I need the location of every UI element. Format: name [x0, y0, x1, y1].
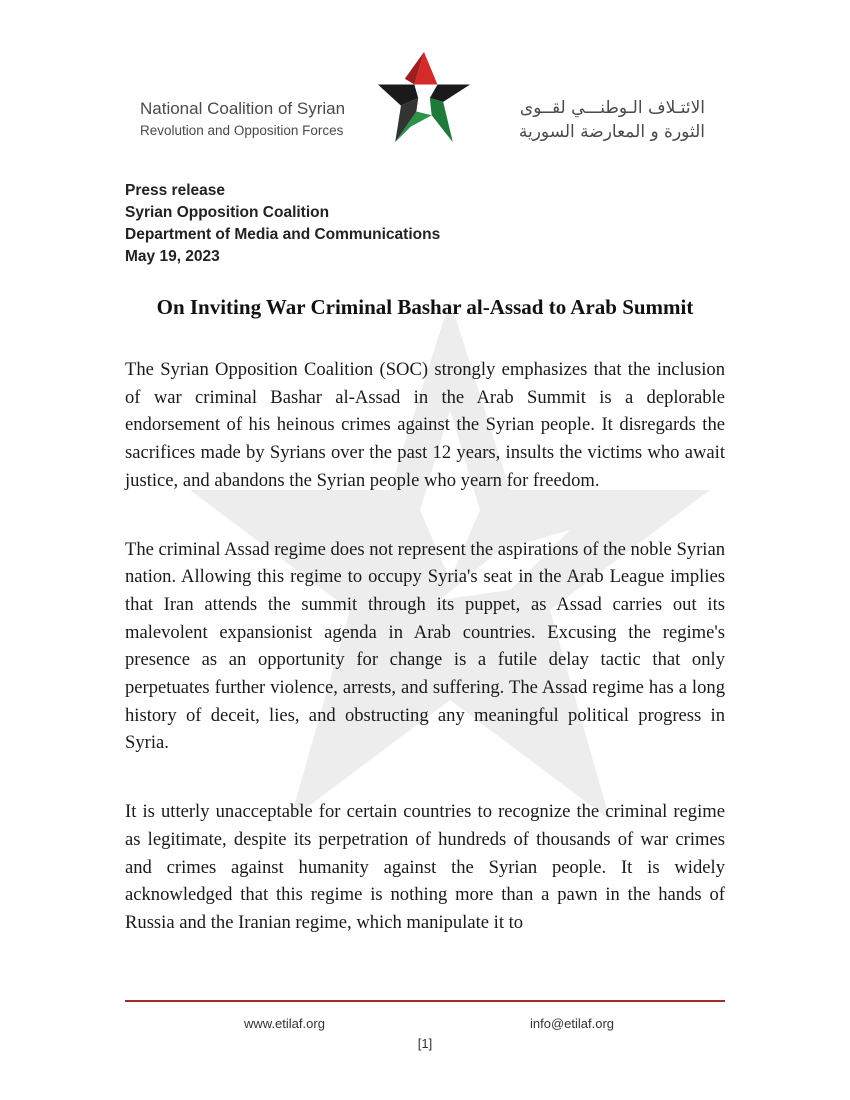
org-name-arabic	[519, 96, 705, 144]
document-title: On Inviting War Criminal Bashar al-Assad to Arab Summit	[156, 295, 694, 319]
letterhead	[0, 50, 850, 150]
release-type: Press release	[125, 182, 225, 199]
paragraph-3: It is utterly unacceptable for certain countries to recognize the criminal regime as legitimate, despite its perpetration of hundreds of thousands of war crimes and crimes against humanity against the Syrian people. It is widely acknowledged that this regime is nothing more than a pawn in the hands of Russia and the Iranian regime, which manipulate it to	[125, 801, 725, 933]
org-name-english-line2: Revolution and Opposition Forces	[140, 123, 344, 138]
footer-email-link[interactable]: info@etilaf.org	[530, 1016, 615, 1031]
org-name-arabic-line2: الثورة و المعارضة السورية	[518, 122, 705, 142]
release-department: Department of Media and Communications	[125, 226, 441, 243]
footer-divider	[125, 1000, 725, 1002]
footer-website-link[interactable]: www.etilaf.org	[244, 1016, 325, 1031]
org-name-arabic-line1: الائتـلاف الـوطنـــي لقــوى	[519, 98, 705, 118]
press-release-meta	[125, 180, 440, 268]
document-body	[125, 356, 725, 978]
release-date: May 19, 2023	[125, 248, 220, 265]
paragraph-1: The Syrian Opposition Coalition (SOC) strongly emphasizes that the inclusion of war criminal Bashar al-Assad in the Arab Summit is a deplorable endorsement of his heinous crimes against the Syrian people. It disregards the sacrifices made by Syrians over the past 12 years, insults the victims who await justice, and abandons the Syrian people who yearn for freedom.	[125, 359, 725, 491]
page-number: [1]	[417, 1036, 433, 1051]
org-name-english	[140, 98, 345, 142]
release-org: Syrian Opposition Coalition	[125, 204, 330, 221]
org-name-english-line1: National Coalition of Syrian	[140, 99, 346, 118]
paragraph-2: The criminal Assad regime does not represent the aspirations of the noble Syrian nation. Allowing this regime to occupy Syria's seat in the Arab League implies that Iran attends the summit through its puppet, as Assad carries out its malevolent expansionist agenda in Arab countries. Excusing the regime's presence as an opportunity for change is a futile delay tactic that only perpetuates further violence, arrests, and suffering. The Assad regime has a long history of deceit, lies, and obstructing any meaningful political progress in Syria.	[125, 538, 726, 754]
coalition-star-logo-icon	[376, 50, 472, 146]
